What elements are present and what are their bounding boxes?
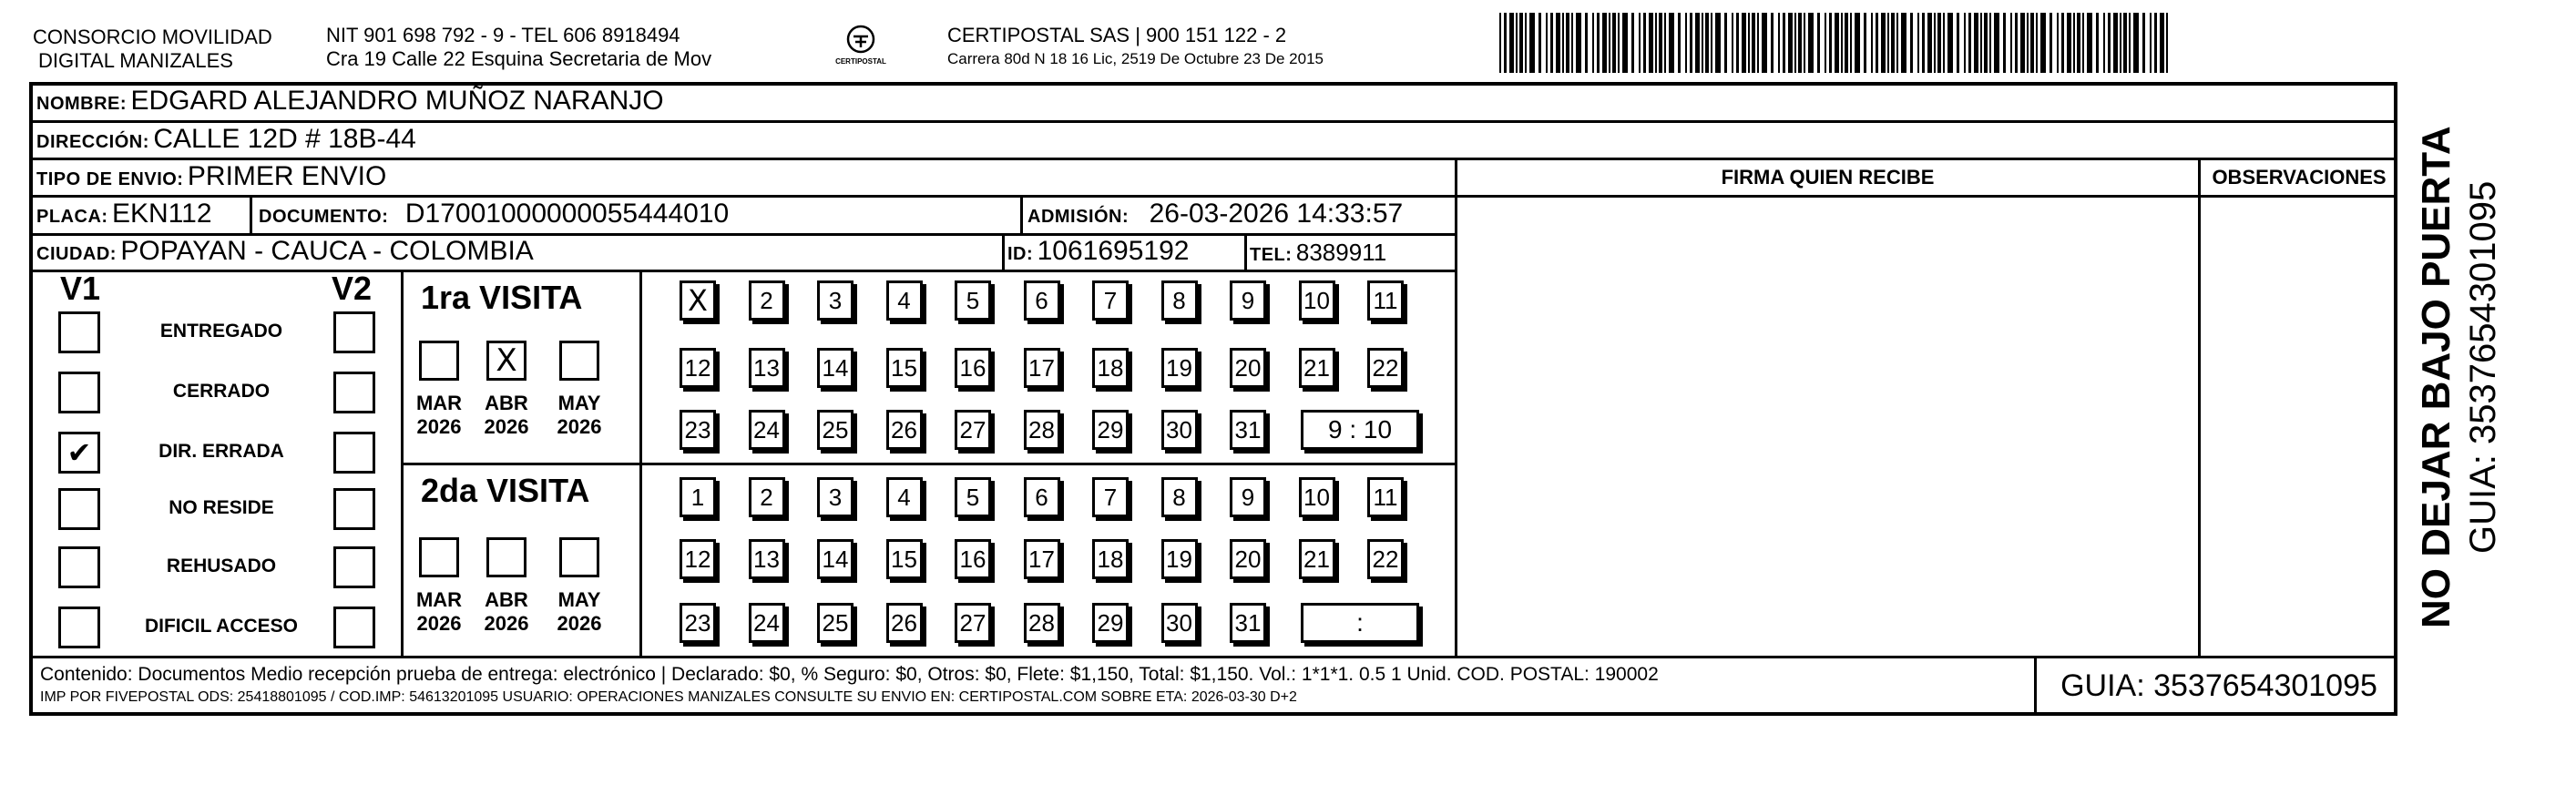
barcode-bar [1715,13,1721,73]
barcode-bar [2067,13,2071,73]
do-not-leave-notice: NO DEJAR BAJO PUERTA [2414,126,2458,628]
day-box[interactable]: 20 [1230,348,1266,388]
footer-content: Contenido: Documentos Medio recepción prueba de entrega: electrónico | Declarado: $0, % Seguro: $0, Otros: $0, Flete: $1,150, Total: $1,150. Vol.: 1*1*1. 0.5 1 Unid. COD. POSTAL: 190002 IMP POR FIVEPOSTAL ODS: 25418801095 / COD.IMP: 54613201095 USUARIO: OPERACIONES MANIZALES CONSULTE SU ENVIO EN: CERTIPOSTAL.COM SOBRE ETA: 2026-03-30 D+2 [40,664,1659,705]
tel-number: 8389911 [1295,239,1387,266]
month-checkbox[interactable] [559,537,599,577]
barcode-bar [1538,13,1541,73]
barcode-bar [1825,13,1826,73]
barcode-bar [1881,13,1886,73]
barcode-bar [2166,13,2168,73]
status-v1-checkbox[interactable] [58,546,100,588]
day-box[interactable]: 14 [817,348,854,388]
month-label: MAR 2026 [415,392,463,438]
shipping-type: PRIMER ENVIO [187,161,387,191]
day-box[interactable]: 6 [1024,477,1060,517]
barcode-bar [1618,13,1620,73]
barcode-bar [1864,13,1866,73]
status-v2-checkbox[interactable] [333,432,375,474]
month-checkbox[interactable] [419,341,459,381]
barcode-bar [1622,13,1628,73]
barcode-bar [1974,13,1978,73]
barcode-bar [2120,13,2121,73]
barcode-bar [1705,13,1709,73]
barcode-bar [1901,13,1906,73]
day-box[interactable]: 11 [1367,477,1404,517]
day-box[interactable]: 14 [817,539,854,579]
barcode-bar [1896,13,1898,73]
visit2-time[interactable]: : [1301,603,1419,643]
day-box[interactable]: 26 [886,603,923,643]
barcode-bar [2108,13,2111,73]
day-box[interactable]: 31 [1230,410,1266,450]
barcode-bar [1602,13,1607,73]
day-box[interactable]: 19 [1161,348,1198,388]
status-label: NO RESIDE [169,497,274,518]
month-checkbox[interactable]: X [486,341,526,381]
month-label: MAY 2026 [557,392,602,438]
barcode-bar [1669,13,1674,73]
barcode-bar [2015,13,2018,73]
day-box[interactable]: 29 [1092,603,1129,643]
barcode-bar [1887,13,1889,73]
city-row: CIUDAD: POPAYAN - CAUCA - COLOMBIA [36,236,534,266]
day-box[interactable]: 31 [1230,603,1266,643]
visit1-time[interactable]: 9 : 10 [1301,410,1419,450]
status-v1-checkbox[interactable] [58,311,100,353]
barcode-bar [2020,13,2025,73]
barcode-bar [1798,13,1802,73]
address: CALLE 12D # 18B-44 [153,124,416,154]
barcode-bar [1917,13,1919,73]
barcode-bar [1984,13,1988,73]
barcode-bar [1649,13,1653,73]
shipping-type-row: TIPO DE ENVIO: PRIMER ENVIO [36,161,387,191]
month-checkbox[interactable] [559,341,599,381]
day-box[interactable]: 4 [886,280,923,321]
barcode-bar [1742,13,1746,73]
barcode-bar [2003,13,2006,73]
barcode-bar [1585,13,1588,73]
barcode-bar [2142,13,2145,73]
barcode-bar [2050,13,2052,73]
status-v2-checkbox[interactable] [333,546,375,588]
day-box[interactable]: 8 [1161,477,1198,517]
day-box[interactable]: 16 [955,348,991,388]
status-v1-checkbox[interactable] [58,432,100,474]
day-box[interactable]: 4 [886,477,923,517]
day-box[interactable]: 12 [680,539,716,579]
barcode-bar [1783,13,1785,73]
status-v1-checkbox[interactable] [58,607,100,648]
certipostal-logo: CERTIPOSTAL [829,24,893,66]
barcode-bar [1519,13,1523,73]
barcode-bar [1855,13,1860,73]
day-box[interactable]: 3 [817,280,854,321]
barcode-bar [1762,13,1767,73]
barcode-bar [1850,13,1852,73]
barcode-bar [2010,13,2012,73]
status-v1-checkbox[interactable] [58,488,100,530]
barcode-bar [2082,13,2084,73]
v2-header: V2 [332,270,373,307]
barcode-bar [2030,13,2034,73]
day-box[interactable]: 10 [1299,477,1335,517]
barcode-bar [1937,13,1941,73]
barcode-bar [1550,13,1553,73]
day-box[interactable]: 9 [1230,280,1266,321]
barcode-bar [1571,13,1573,73]
barcode-bar [1529,13,1535,73]
day-box[interactable]: 23 [680,410,716,450]
barcode-bar [1612,13,1616,73]
day-box[interactable]: 15 [886,348,923,388]
day-box[interactable]: 28 [1024,410,1060,450]
day-box[interactable]: X [680,280,716,321]
barcode-bar [1504,13,1507,73]
barcode-bar [1835,13,1839,73]
plate-row: PLACA: EKN112 [36,199,212,229]
day-box[interactable]: 30 [1161,410,1198,450]
month-label: ABR 2026 [484,392,529,438]
status-label: DIFICIL ACCESO [144,616,298,637]
footer-guia: GUIA: 3537654301095 [2060,668,2377,703]
barcode-bar [1609,13,1610,73]
day-box[interactable]: 12 [680,348,716,388]
barcode-bar [2061,13,2064,73]
month-checkbox[interactable] [419,537,459,577]
barcode-bar [1943,13,1945,73]
day-box[interactable]: 27 [955,410,991,450]
barcode-bar [1771,13,1774,73]
day-box[interactable]: 17 [1024,539,1060,579]
day-box[interactable]: 21 [1299,348,1335,388]
city: POPAYAN - CAUCA - COLOMBIA [120,236,534,266]
day-box[interactable]: 3 [817,477,854,517]
barcode-bar [2057,13,2059,73]
barcode-bar [1576,13,1581,73]
day-box[interactable]: 2 [749,477,785,517]
barcode-bar [1525,13,1527,73]
barcode-bar [1788,13,1793,73]
day-box[interactable]: 30 [1161,603,1198,643]
barcode-bar [2027,13,2029,73]
barcode-bar [1711,13,1712,73]
barcode-bar [2103,13,2105,73]
barcode-bar [2133,13,2139,73]
day-box[interactable]: 28 [1024,603,1060,643]
logo-icon [845,24,876,55]
day-box[interactable]: 7 [1092,280,1129,321]
barcode-bar [1732,13,1733,73]
barcode-bar [1891,13,1895,73]
id-number: 1061695192 [1037,236,1190,266]
barcode-bar [1871,13,1873,73]
barcode-bar [1964,13,1966,73]
barcode-bar [1592,13,1594,73]
day-box[interactable]: 13 [749,348,785,388]
barcode-bar [1757,13,1759,73]
barcode-bar [1664,13,1666,73]
barcode-bar [2150,13,2152,73]
day-box[interactable]: 13 [749,539,785,579]
day-box[interactable]: 9 [1230,477,1266,517]
barcode-bar [1678,13,1681,73]
day-box[interactable]: 8 [1161,280,1198,321]
barcode-bar [1794,13,1796,73]
status-v2-checkbox[interactable] [333,607,375,648]
day-box[interactable]: 5 [955,477,991,517]
address-row: DIRECCIÓN: CALLE 12D # 18B-44 [36,124,416,154]
day-box[interactable]: 2 [749,280,785,321]
barcode-bar [1994,13,1999,73]
document-number: D17001000000055444010 [404,199,730,229]
document-row: DOCUMENTO: D17001000000055444010 [259,199,730,229]
barcode-bar [1808,13,1814,73]
day-box[interactable]: 16 [955,539,991,579]
barcode-bar [1562,13,1564,73]
day-box[interactable]: 18 [1092,539,1129,579]
month-label: MAY 2026 [557,588,602,635]
barcode-bar [1659,13,1662,73]
plate: EKN112 [112,199,212,229]
signature-header: FIRMA QUIEN RECIBE [1721,166,1935,189]
barcode-bar [1736,13,1739,73]
barcode-bar [2087,13,2092,73]
barcode-bar [1509,13,1514,73]
status-label: ENTREGADO [159,321,283,342]
recipient-name-row: NOMBRE: EDGARD ALEJANDRO MUÑOZ NARANJO [36,86,664,116]
barcode-bar [1968,13,1971,73]
admission-date: 26-03-2026 14:33:57 [1149,199,1404,229]
status-v2-checkbox[interactable] [333,372,375,413]
barcode-bar [1597,13,1600,73]
checkmark-icon: ✔ [66,435,92,470]
day-box[interactable]: 25 [817,603,854,643]
barcode-bar [2036,13,2038,73]
barcode-bar [1752,13,1755,73]
day-box[interactable]: 26 [886,410,923,450]
month-label: ABR 2026 [484,588,529,635]
barcode-bar [1817,13,1820,73]
barcode-bar [2077,13,2080,73]
company-name: CONSORCIO MOVILIDAD DIGITAL MANIZALES [33,25,272,72]
barcode-bar [1643,13,1646,73]
barcode-bar [1546,13,1548,73]
status-label: DIR. ERRADA [158,441,284,462]
barcode-bar [1980,13,1982,73]
barcode-bar [1655,13,1657,73]
status-v2-checkbox[interactable] [333,311,375,353]
barcode-bar [2113,13,2118,73]
barcode-bar [1778,13,1780,73]
recipient-name: EDGARD ALEJANDRO MUÑOZ NARANJO [130,86,664,116]
visit2-title: 2da VISITA [421,472,590,509]
day-box[interactable]: 24 [749,603,785,643]
barcode-bar [1841,13,1843,73]
barcode-bar [1639,13,1641,73]
status-v1-checkbox[interactable] [58,372,100,413]
barcode-bar [2123,13,2127,73]
id-row: ID: 1061695192 [1007,236,1190,266]
tel-row: TEL: 8389911 [1250,239,1387,266]
barcode-bar [1748,13,1750,73]
barcode-bar [1702,13,1703,73]
day-box[interactable]: 23 [680,603,716,643]
barcode-bar [2096,13,2099,73]
day-box[interactable]: 29 [1092,410,1129,450]
barcode-bar [1957,13,1959,73]
day-box[interactable]: 19 [1161,539,1198,579]
admission-row: ADMISIÓN: 26-03-2026 14:33:57 [1027,199,1404,229]
day-box[interactable]: 6 [1024,280,1060,321]
barcode-bar [1947,13,1953,73]
barcode-bar [1556,13,1560,73]
day-box[interactable]: 25 [817,410,854,450]
certipostal-info: CERTIPOSTAL SAS | 900 151 122 - 2 Carrera 80d N 18 16 Lic, 2519 De Octubre 23 De 2015 [947,24,1324,67]
barcode-bar [1566,13,1569,73]
status-v2-checkbox[interactable] [333,488,375,530]
day-box[interactable]: 21 [1299,539,1335,579]
barcode-bar [2129,13,2131,73]
company-nit: NIT 901 698 792 - 9 - TEL 606 8918494 Cra 19 Calle 22 Esquina Secretaria de Mov [326,24,712,70]
side-guia: GUIA: 3537654301095 [2463,180,2503,554]
barcode-bar [1685,13,1687,73]
day-box[interactable]: 22 [1367,539,1404,579]
barcode-bar [1690,13,1692,73]
visit1-title: 1ra VISITA [421,279,583,316]
observations-header: OBSERVACIONES [2212,166,2387,189]
barcode-bar [1695,13,1700,73]
status-label: REHUSADO [166,556,277,576]
barcode-bar [1631,13,1634,73]
barcode-bar [1516,13,1518,73]
day-box[interactable]: 1 [680,477,716,517]
status-label: CERRADO [172,381,271,402]
day-box[interactable]: 27 [955,603,991,643]
barcode-bar [2154,13,2157,73]
day-box[interactable]: 22 [1367,348,1404,388]
day-box[interactable]: 20 [1230,539,1266,579]
day-box[interactable]: 5 [955,280,991,321]
month-checkbox[interactable] [486,537,526,577]
barcode-bar [1804,13,1805,73]
day-box[interactable]: 11 [1367,280,1404,321]
day-box[interactable]: 7 [1092,477,1129,517]
barcode-bar [1927,13,1932,73]
day-box[interactable]: 24 [749,410,785,450]
barcode-bar [1910,13,1913,73]
barcode-bar [1934,13,1936,73]
barcode-bar [1499,13,1501,73]
barcode-bar [1876,13,1878,73]
day-box[interactable]: 15 [886,539,923,579]
barcode-bar [1724,13,1727,73]
day-box[interactable]: 18 [1092,348,1129,388]
barcode-bar [1845,13,1848,73]
barcode-bar [1989,13,1991,73]
barcode-bar [2160,13,2164,73]
month-label: MAR 2026 [415,588,463,635]
day-box[interactable]: 10 [1299,280,1335,321]
day-box[interactable]: 17 [1024,348,1060,388]
v1-header: V1 [60,270,101,307]
barcode-bar [1829,13,1832,73]
barcode-bar [2040,13,2046,73]
barcode [1496,13,2175,73]
barcode-bar [1922,13,1925,73]
barcode-bar [2073,13,2075,73]
